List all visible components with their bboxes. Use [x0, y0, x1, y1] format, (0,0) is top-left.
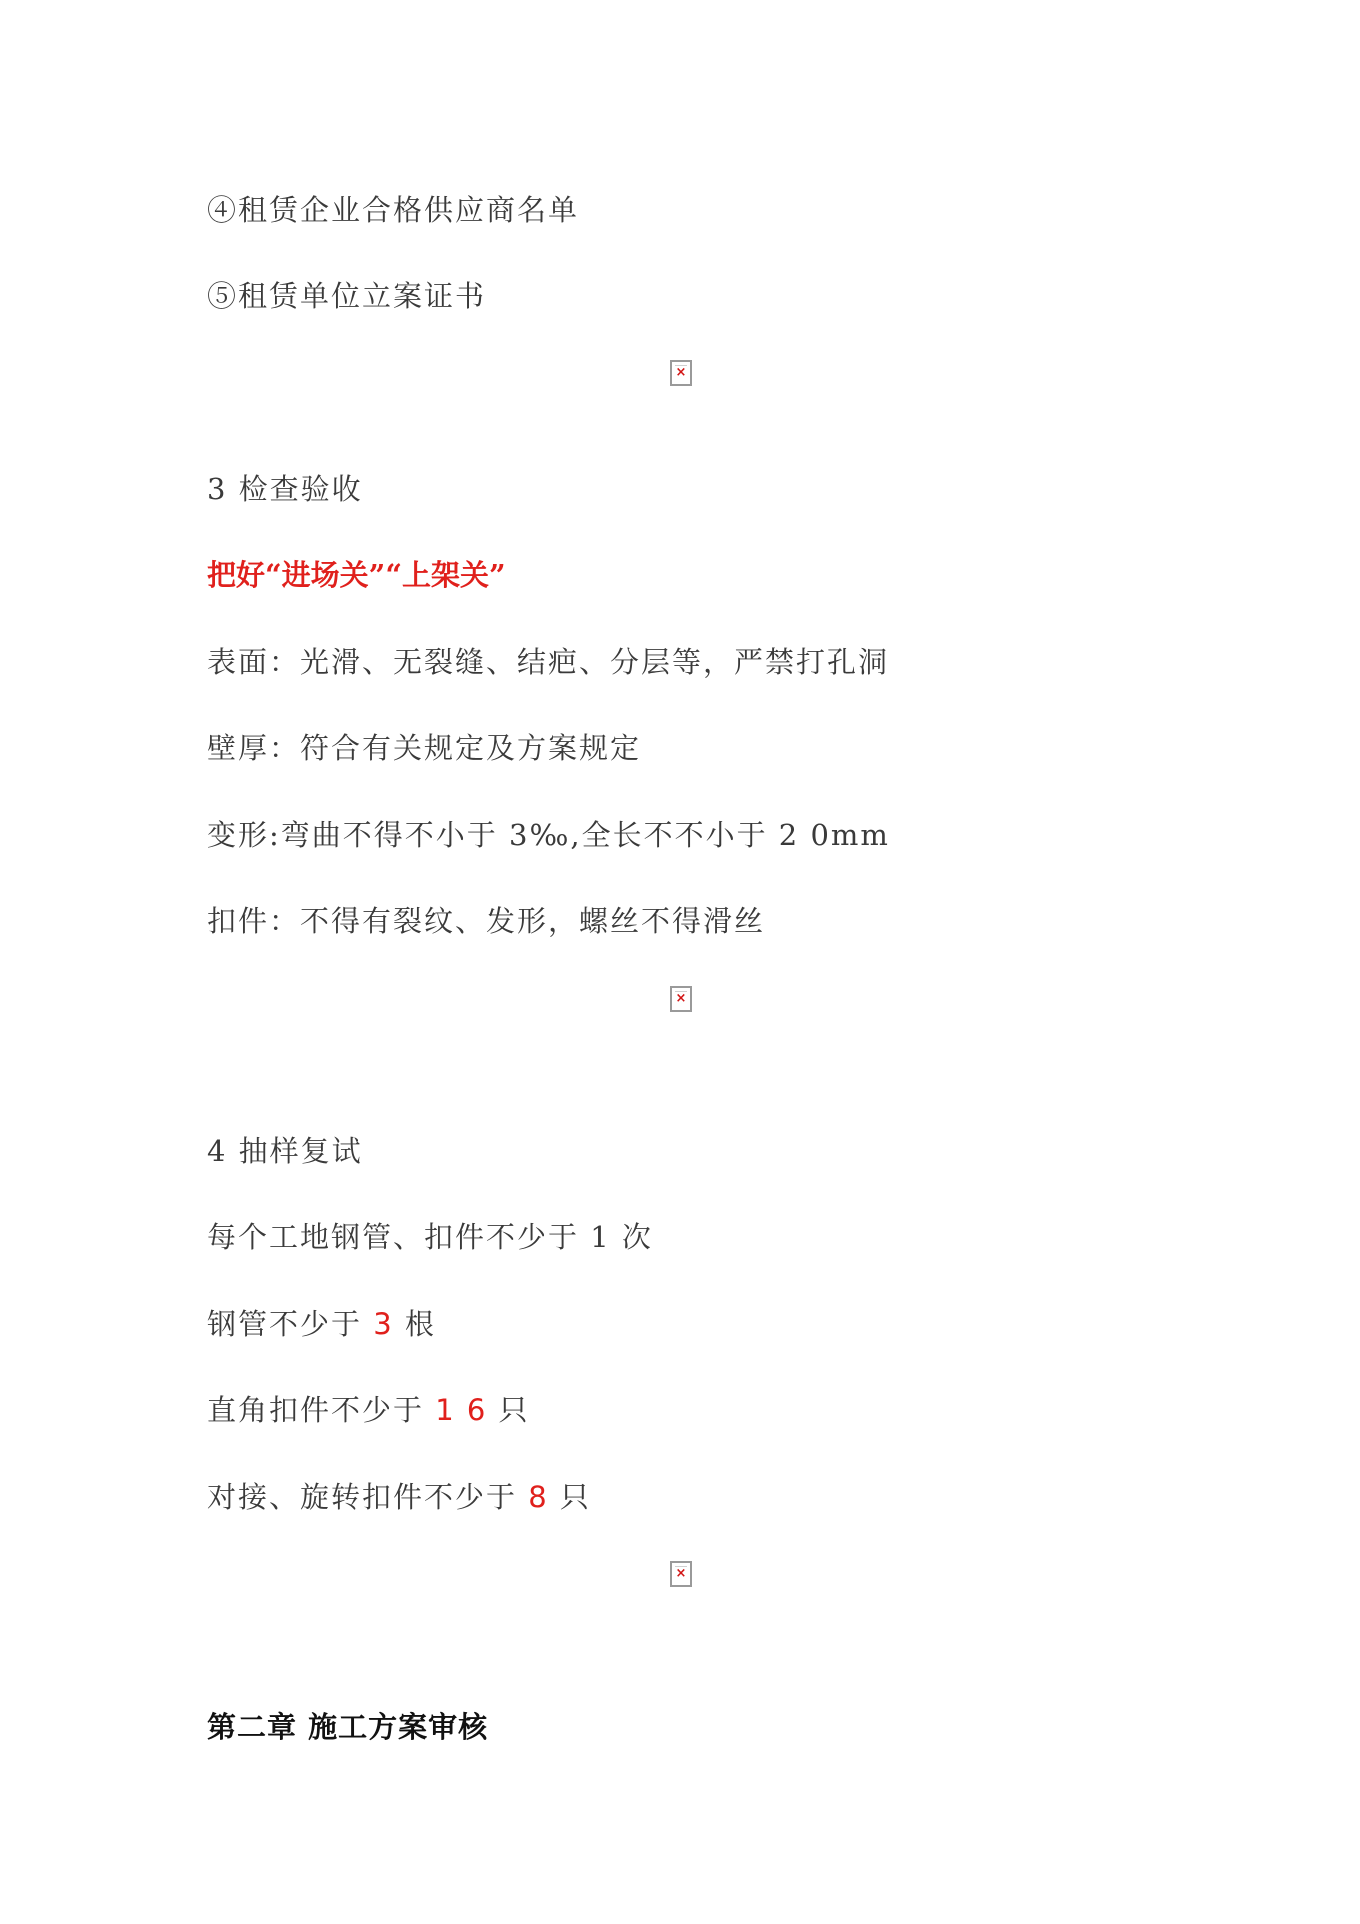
fastener-requirement: 扣件：不得有裂纹、发形，螺丝不得滑丝 [207, 904, 766, 938]
broken-image-icon: × [670, 1561, 692, 1587]
highlight-number: 8 [528, 1480, 549, 1514]
surface-requirement: 表面：光滑、无裂缝、结疤、分层等，严禁打孔洞 [207, 645, 890, 679]
section-title-inspection: 3 检查验收 [207, 472, 363, 506]
sampling-frequency: 每个工地钢管、扣件不少于 1 次 [207, 1220, 653, 1254]
section-title-sampling: 4 抽样复试 [207, 1134, 363, 1168]
text-segment: 只 [487, 1393, 530, 1427]
thickness-requirement: 壁厚：符合有关规定及方案规定 [207, 731, 642, 765]
text-segment: 只 [548, 1480, 591, 1514]
sampling-steel-pipe [207, 1304, 436, 1344]
text-segment: 根 [393, 1307, 436, 1341]
list-item-supplier-list: ④租赁企业合格供应商名单 [207, 193, 580, 227]
sampling-right-angle-fastener [207, 1390, 530, 1430]
highlight-number: 1 6 [435, 1393, 488, 1427]
chapter-title: 第二章 施工方案审核 [207, 1710, 489, 1744]
list-item-registration-cert: ⑤租赁单位立案证书 [207, 279, 487, 313]
text-segment: 对接、旋转扣件不少于 [207, 1480, 529, 1514]
sampling-butt-rotating-fastener [207, 1477, 591, 1517]
deformation-requirement: 变形:弯曲不得不小于 3‰,全长不不小于 2 0mm [207, 818, 890, 852]
text-segment: 直角扣件不少于 [207, 1393, 436, 1427]
slogan-heading: 把好“进场关”“上架关” [207, 558, 506, 592]
highlight-number: 3 [373, 1307, 394, 1341]
broken-image-icon: × [670, 360, 692, 386]
broken-image-icon: × [670, 986, 692, 1012]
text-segment: 钢管不少于 [207, 1307, 374, 1341]
